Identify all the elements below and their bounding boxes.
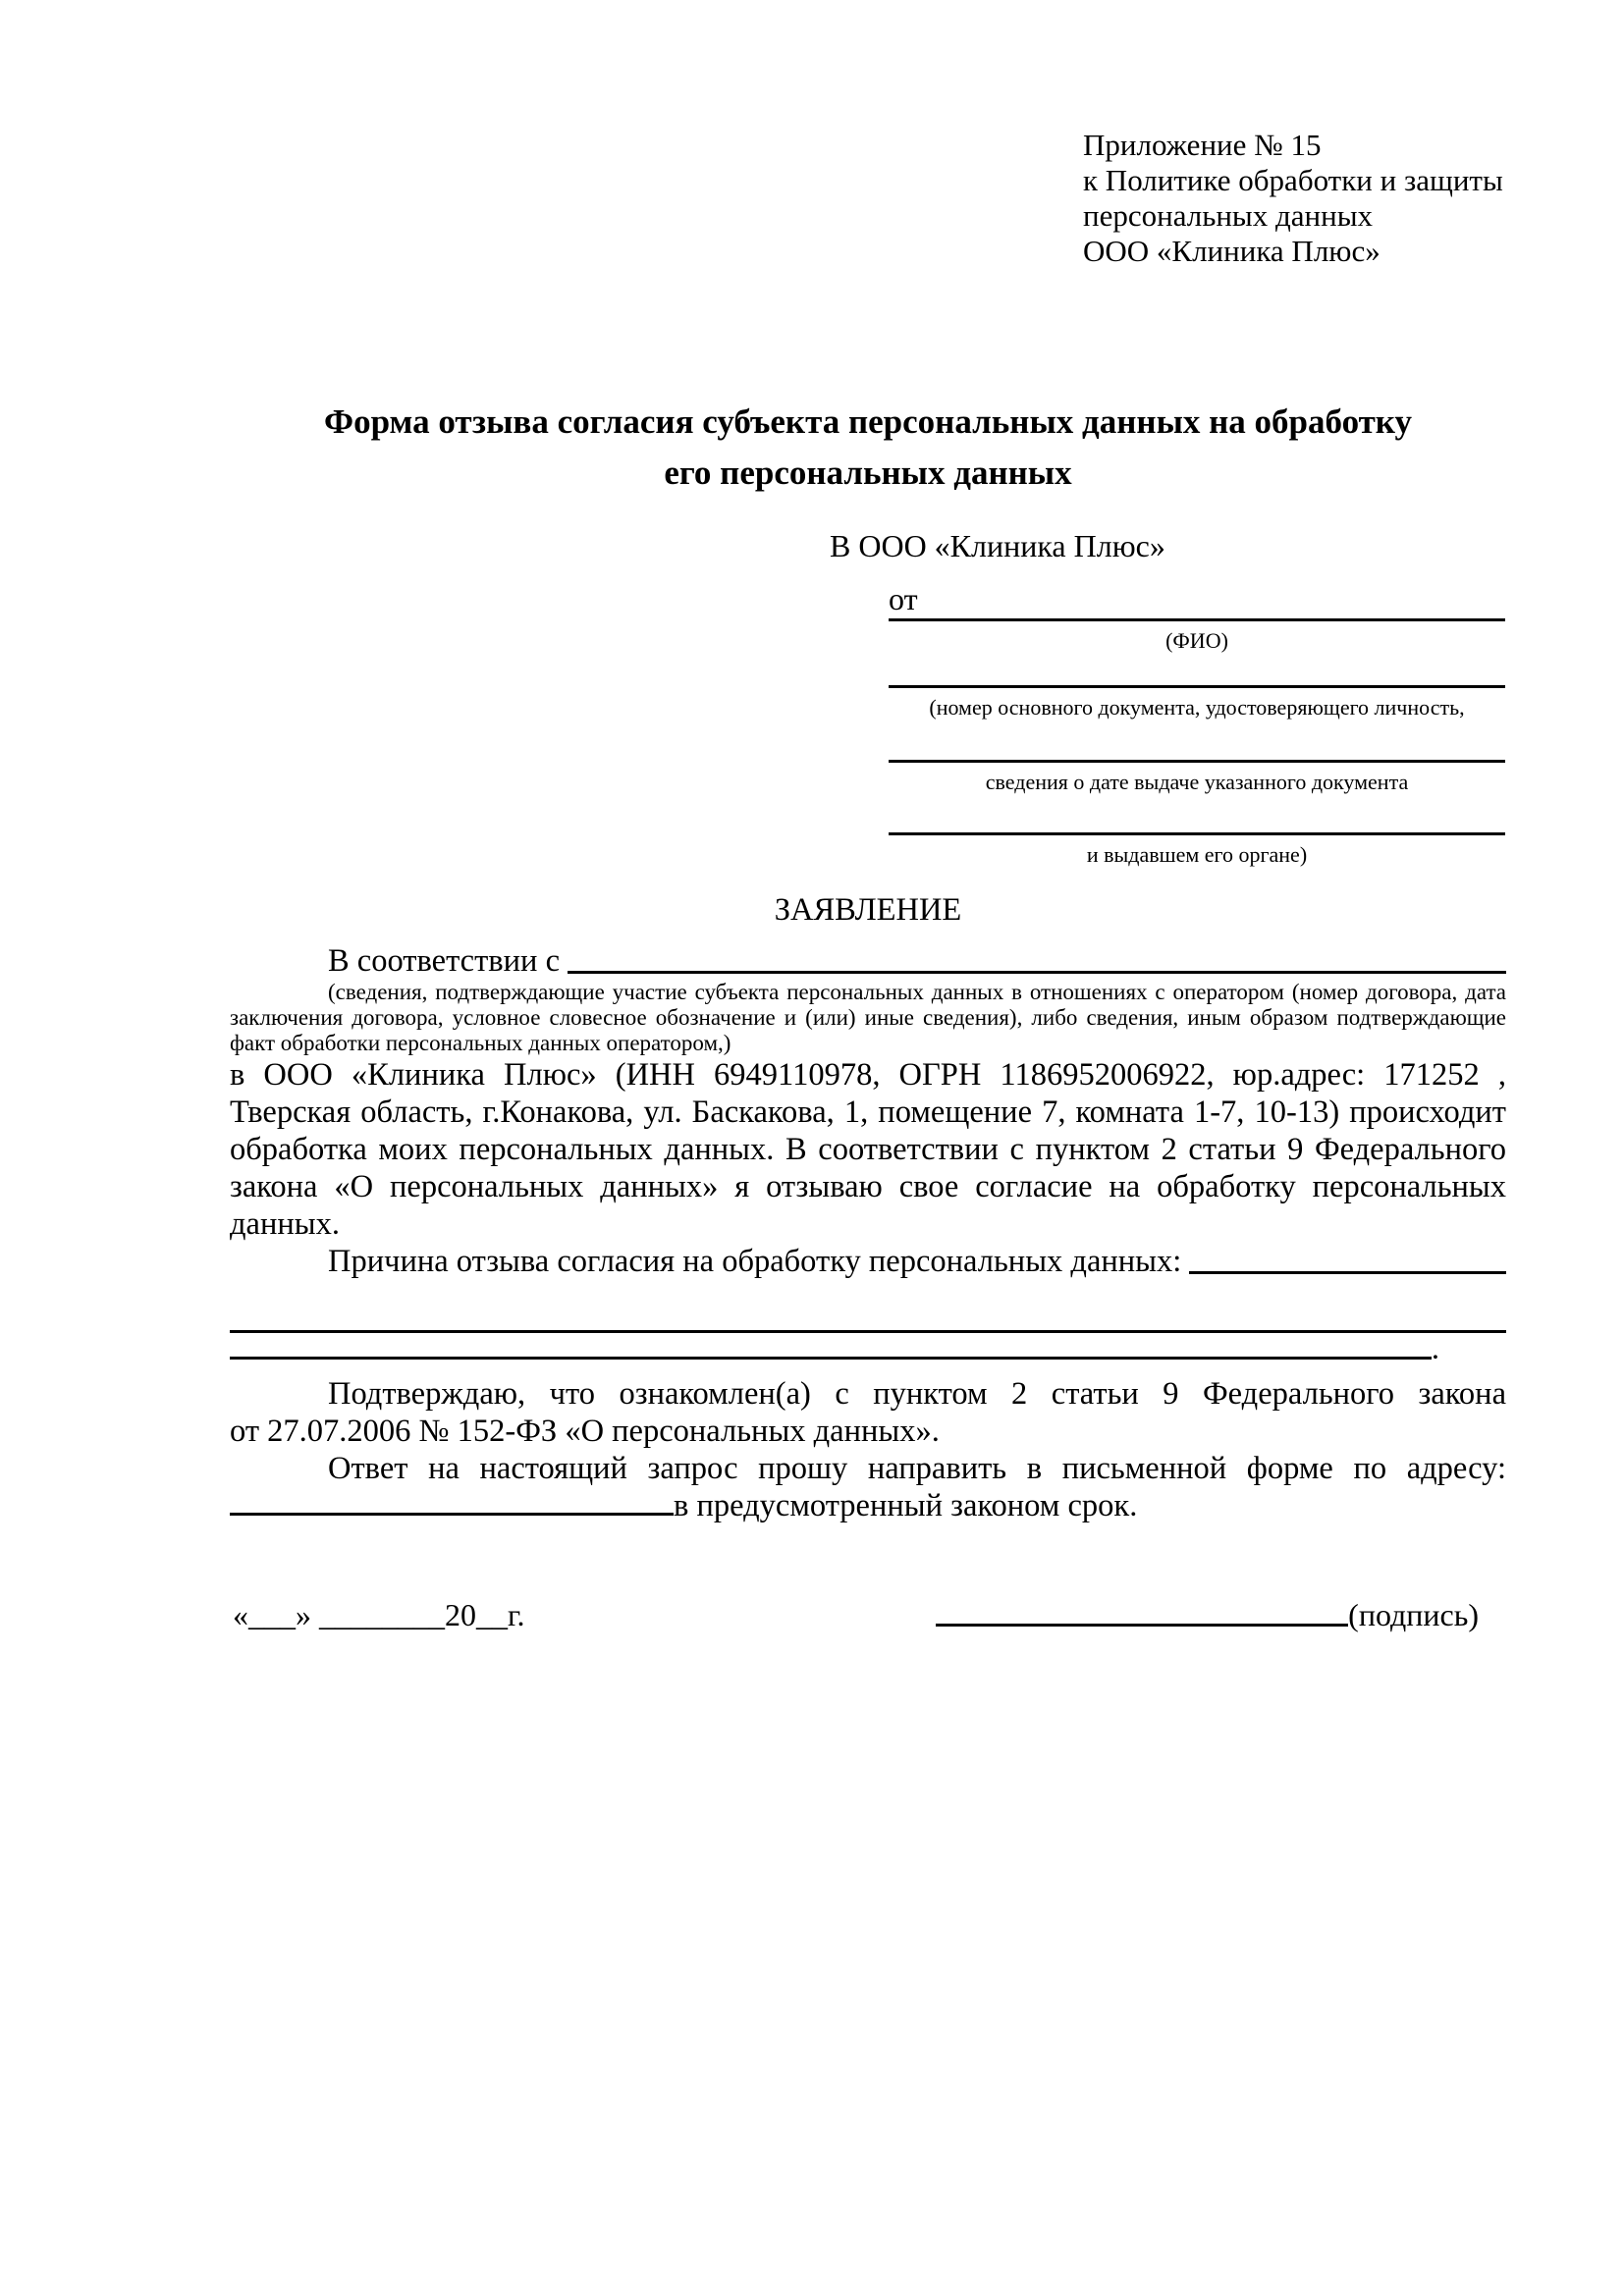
field-issuing-authority bbox=[889, 831, 1505, 867]
statement-heading: ЗАЯВЛЕНИЕ bbox=[774, 892, 962, 928]
addressee-block bbox=[830, 527, 1505, 867]
intro-label: В соответствии с bbox=[328, 943, 560, 979]
statement-section bbox=[230, 891, 1506, 1524]
reason-terminator: . bbox=[1431, 1331, 1439, 1366]
reply-address-blank-line bbox=[230, 1487, 674, 1516]
fio-caption: (ФИО) bbox=[1165, 628, 1228, 653]
confirmation-line-2: от 27.07.2006 № 152-ФЗ «О персональных данных». bbox=[230, 1414, 940, 1449]
reason-label: Причина отзыва согласия на обработку персональных данных: bbox=[328, 1244, 1182, 1279]
reply-paragraph bbox=[230, 1450, 1506, 1524]
reason-blank-line-3 bbox=[230, 1333, 1439, 1365]
reason-row bbox=[230, 1243, 1506, 1280]
document-title-line-2: его персональных данных bbox=[664, 454, 1072, 492]
reason-blank-line bbox=[1189, 1243, 1506, 1274]
field-id-document bbox=[889, 684, 1505, 720]
signature-group bbox=[936, 1596, 1506, 1633]
intro-blank-line bbox=[568, 942, 1506, 974]
annex-line-4: ООО «Клиника Плюс» bbox=[1083, 234, 1380, 268]
date-blank: «___» ________20__г. bbox=[233, 1597, 525, 1632]
document-title-line-1: Форма отзыва согласия субъекта персональных данных на обработку bbox=[324, 402, 1412, 441]
statement-note: (сведения, подтверждающие участие субъекта персональных данных в отношениях с оператором (номер договора, дата заключения договора, условное словесное обозначение и (или) иные сведения), либо сведения, иным образом подтверждающие факт обработки персональных данных оператором,) bbox=[230, 980, 1506, 1055]
reply-prefix: Ответ на настоящий запрос прошу направить в письменной форме по адресу: bbox=[328, 1451, 1506, 1486]
issue-date-blank-line bbox=[889, 759, 1505, 763]
statement-body: в ООО «Клиника Плюс» (ИНН 6949110978, ОГРН 1186952006922, юр.адрес: 171252 , Тверская область, г.Конакова, ул. Баскакова, 1, помещение 7, комната 1-7, 10-13) происходит обработка моих персональных данных. В соответствии с пунктом 2 статьи 9 Федерального закона «О персональных данных» я отзываю свое согласие на обработку персональных данных. bbox=[230, 1057, 1506, 1242]
id-document-blank-line bbox=[889, 684, 1505, 688]
reason-blank-line-3-rule bbox=[230, 1327, 1432, 1360]
addressee-to: В ООО «Клиника Плюс» bbox=[830, 528, 1165, 563]
id-document-caption: (номер основного документа, удостоверяющего личность, bbox=[929, 695, 1465, 720]
signature-caption: (подпись) bbox=[1348, 1597, 1479, 1632]
annex-line-2: к Политике обработки и защиты bbox=[1083, 163, 1503, 197]
field-issue-date bbox=[889, 759, 1505, 794]
signoff-row bbox=[233, 1596, 1506, 1633]
addressee-from-label: от bbox=[889, 581, 918, 616]
issue-date-caption: сведения о дате выдаче указанного документа bbox=[985, 770, 1409, 794]
annex-block bbox=[1083, 128, 1503, 269]
reply-suffix: в предусмотренный законом срок. bbox=[674, 1488, 1138, 1523]
field-fio bbox=[889, 617, 1505, 653]
confirmation-line-1: Подтверждаю, что ознакомлен(а) с пунктом 2 статьи 9 Федерального закона bbox=[328, 1376, 1506, 1412]
document-title bbox=[230, 397, 1506, 499]
issuing-authority-caption: и выдавшем его органе) bbox=[1086, 842, 1308, 867]
intro-row bbox=[230, 942, 1506, 980]
signature-blank-line bbox=[936, 1623, 1348, 1627]
issuing-authority-blank-line bbox=[889, 831, 1505, 835]
fio-blank-line bbox=[889, 617, 1505, 621]
annex-line-3: персональных данных bbox=[1083, 198, 1374, 233]
annex-line-1: Приложение № 15 bbox=[1083, 128, 1322, 162]
